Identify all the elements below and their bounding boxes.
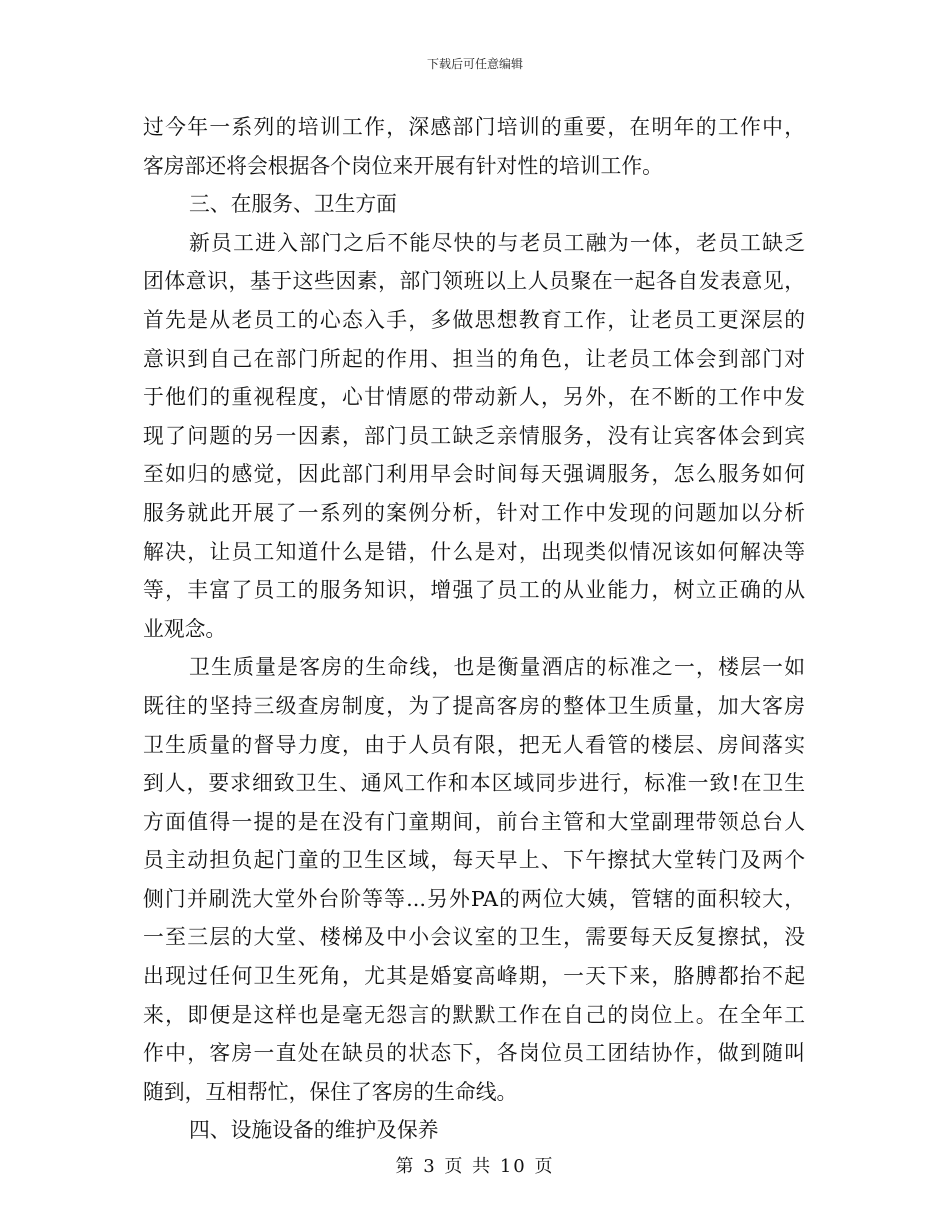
page-header: 下载后可任意编辑 — [426, 57, 523, 71]
text-line: 首先是从老员工的心态入手，多做思想教育工作，让老员工更深层的 — [143, 307, 805, 332]
text-line: 团体意识，基于这些因素，部门领班以上人员聚在一起各自发表意见， — [143, 269, 805, 294]
text-line: 至如归的感觉，因此部门利用早会时间每天强调服务，怎么服务如何 — [143, 462, 805, 487]
text-line: 现了问题的另一因素，部门员工缺乏亲情服务，没有让宾客体会到宾 — [143, 423, 805, 448]
text-line: 过今年一系列的培训工作，深感部门培训的重要，在明年的工作中， — [143, 115, 805, 139]
text-line: 客房部还将会根据各个岗位来开展有针对性的培训工作。 — [143, 153, 663, 178]
page-number-footer: 第 3 页 共 10 页 — [395, 1156, 555, 1177]
text-line: 随到，互相帮忙，保住了客房的生命线。 — [143, 1079, 518, 1104]
text-line: 于他们的重视程度，心甘情愿的带动新人，另外，在不断的工作中发 — [143, 385, 805, 410]
section-heading: 四、设施设备的维护及保养 — [189, 1118, 439, 1143]
text-line: 服务就此开展了一系列的案例分析，针对工作中发现的问题加以分析 — [143, 500, 805, 525]
text-line: 卫生质量是客房的生命线，也是衡量酒店的标准之一，楼层一如 — [189, 655, 805, 680]
text-line: 解决，让员工知道什么是错，什么是对，出现类似情况该如何解决等 — [143, 539, 805, 564]
text-line: 新员工进入部门之后不能尽快的与老员工融为一体，老员工缺乏 — [189, 230, 805, 255]
text-line: 来，即便是这样也是毫无怨言的默默工作在自己的岗位上。在全年工 — [143, 1002, 805, 1027]
text-line: 员主动担负起门童的卫生区域，每天早上、下午擦拭大堂转门及两个 — [143, 848, 805, 873]
text-line: 出现过任何卫生死角，尤其是婚宴高峰期，一天下来，胳膊都抬不起 — [143, 964, 805, 989]
text-line: 到人，要求细致卫生、通风工作和本区域同步进行，标准一致!在卫生 — [143, 771, 805, 796]
text-line: 一至三层的大堂、楼梯及中小会议室的卫生，需要每天反复擦拭，没 — [143, 925, 805, 950]
text-line: 等，丰富了员工的服务知识，增强了员工的从业能力，树立正确的从 — [143, 578, 805, 603]
text-line: 意识到自己在部门所起的作用、担当的角色，让老员工体会到部门对 — [143, 346, 805, 371]
document-body — [143, 108, 805, 1150]
text-line: 业观念。 — [143, 616, 227, 641]
text-line: 既往的坚持三级查房制度，为了提高客房的整体卫生质量，加大客房 — [143, 693, 805, 718]
text-line: 方面值得一提的是在没有门童期间，前台主管和大堂副理带领总台人 — [143, 809, 805, 834]
text-line: 卫生质量的督导力度，由于人员有限，把无人看管的楼层、房间落实 — [143, 732, 805, 757]
section-heading: 三、在服务、卫生方面 — [189, 192, 397, 217]
text-line: 作中，客房一直处在缺员的状态下，各岗位员工团结协作，做到随叫 — [143, 1041, 805, 1066]
text-line: 侧门并刷洗大堂外台阶等等...另外PA的两位大姨，管辖的面积较大， — [143, 886, 805, 911]
